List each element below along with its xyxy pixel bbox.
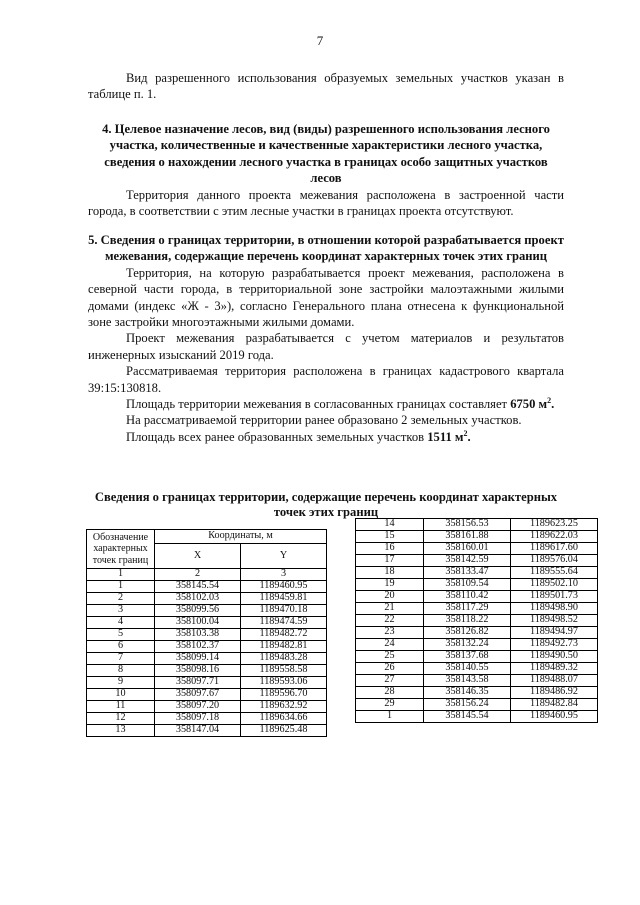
section-4-text: Территория данного проекта межевания расположена в застроенной части города, в соответствии с этим лесные участки в границах проекта отсутствуют. <box>88 187 564 219</box>
point-number-cell: 29 <box>356 699 424 711</box>
column-number-cell: 1 <box>87 569 155 581</box>
y-coordinate-cell: 1189488.07 <box>511 675 598 687</box>
section-4 <box>88 121 564 219</box>
x-coordinate-cell: 358133.47 <box>424 567 511 579</box>
x-coordinate-cell: 358132.24 <box>424 639 511 651</box>
table-row <box>356 615 598 627</box>
x-coordinate-cell: 358137.68 <box>424 651 511 663</box>
y-coordinate-cell: 1189498.90 <box>511 603 598 615</box>
y-coordinate-cell: 1189634.66 <box>241 713 327 725</box>
table-row <box>356 567 598 579</box>
y-coordinate-cell: 1189492.73 <box>511 639 598 651</box>
point-number-cell: 7 <box>87 653 155 665</box>
col-header-y: Y <box>241 544 327 569</box>
y-coordinate-cell: 1189596.70 <box>241 689 327 701</box>
table-row <box>87 677 327 689</box>
x-coordinate-cell: 358097.18 <box>155 713 241 725</box>
x-coordinate-cell: 358117.29 <box>424 603 511 615</box>
x-coordinate-cell: 358145.54 <box>155 581 241 593</box>
x-coordinate-cell: 358098.16 <box>155 665 241 677</box>
y-coordinate-cell: 1189502.10 <box>511 579 598 591</box>
total-area-text: Площадь всех ранее образованных земельных участков <box>126 429 425 444</box>
y-coordinate-cell: 1189558.58 <box>241 665 327 677</box>
x-coordinate-cell: 358102.03 <box>155 593 241 605</box>
x-coordinate-cell: 358160.01 <box>424 543 511 555</box>
point-number-cell: 21 <box>356 603 424 615</box>
point-number-cell: 12 <box>87 713 155 725</box>
point-number-cell: 23 <box>356 627 424 639</box>
table-row <box>87 593 327 605</box>
section-5-paragraph-5: На рассматриваемой территории ранее образовано 2 земельных участков. <box>126 413 522 428</box>
x-coordinate-cell: 358097.67 <box>155 689 241 701</box>
point-number-cell: 24 <box>356 639 424 651</box>
area-text: Площадь территории межевания в согласованных границах составляет <box>126 397 508 412</box>
y-coordinate-cell: 1189617.60 <box>511 543 598 555</box>
section-5 <box>88 232 564 445</box>
table-row <box>356 651 598 663</box>
y-coordinate-cell: 1189486.92 <box>511 687 598 699</box>
table-row <box>356 543 598 555</box>
point-number-cell: 17 <box>356 555 424 567</box>
y-coordinate-cell: 1189555.64 <box>511 567 598 579</box>
y-coordinate-cell: 1189593.06 <box>241 677 327 689</box>
x-coordinate-cell: 358145.54 <box>424 711 511 723</box>
section-4-heading: 4. Целевое назначение лесов, вид (виды) разрешенного использования лесного участка, количественные и качественные характеристики лесного участка, сведения о нахождении лесного участка в границах особо защитных участков лесов <box>102 122 550 186</box>
intro-text: Вид разрешенного использования образуемых земельных участков указан в таблице п. 1. <box>88 71 564 102</box>
table-row <box>87 653 327 665</box>
table-row <box>356 639 598 651</box>
point-number-cell: 19 <box>356 579 424 591</box>
col-header-coordinates: Координаты, м <box>155 530 327 544</box>
point-number-cell: 25 <box>356 651 424 663</box>
y-coordinate-cell: 1189490.50 <box>511 651 598 663</box>
page-number: 7 <box>316 33 324 48</box>
point-number-cell: 8 <box>87 665 155 677</box>
table-row <box>356 675 598 687</box>
x-coordinate-cell: 358147.04 <box>155 725 241 737</box>
y-coordinate-cell: 1189459.81 <box>241 593 327 605</box>
point-number-cell: 27 <box>356 675 424 687</box>
point-number-cell: 28 <box>356 687 424 699</box>
point-number-cell: 13 <box>87 725 155 737</box>
point-number-cell: 6 <box>87 641 155 653</box>
y-coordinate-cell: 1189460.95 <box>241 581 327 593</box>
x-coordinate-cell: 358143.58 <box>424 675 511 687</box>
col-header-x: X <box>155 544 241 569</box>
coordinates-table-right <box>355 518 598 723</box>
table-row <box>87 701 327 713</box>
table-row <box>87 605 327 617</box>
table-title: Сведения о границах территории, содержащие перечень координат характерных точек этих границ <box>94 490 558 519</box>
coordinates-table-left <box>86 529 327 737</box>
x-coordinate-cell: 358103.38 <box>155 629 241 641</box>
x-coordinate-cell: 358142.59 <box>424 555 511 567</box>
y-coordinate-cell: 1189494.97 <box>511 627 598 639</box>
x-coordinate-cell: 358110.42 <box>424 591 511 603</box>
x-coordinate-cell: 358118.22 <box>424 615 511 627</box>
x-coordinate-cell: 358156.24 <box>424 699 511 711</box>
table-row <box>356 687 598 699</box>
x-coordinate-cell: 358146.35 <box>424 687 511 699</box>
table-row <box>356 579 598 591</box>
column-number-cell: 2 <box>155 569 241 581</box>
point-number-cell: 22 <box>356 615 424 627</box>
total-area-value: 1511 м <box>427 429 464 444</box>
y-coordinate-cell: 1189501.73 <box>511 591 598 603</box>
y-coordinate-cell: 1189489.32 <box>511 663 598 675</box>
y-coordinate-cell: 1189470.18 <box>241 605 327 617</box>
table-row <box>87 641 327 653</box>
x-coordinate-cell: 358100.04 <box>155 617 241 629</box>
total-area-unit-sup: 2 <box>463 428 468 438</box>
section-5-heading: 5. Сведения о границах территории, в отношении которой разрабатывается проект межевания, содержащие перечень координат характерных точек этих границ <box>88 233 564 264</box>
x-coordinate-cell: 358126.82 <box>424 627 511 639</box>
point-number-cell: 4 <box>87 617 155 629</box>
y-coordinate-cell: 1189632.92 <box>241 701 327 713</box>
section-5-paragraph-2: Проект межевания разрабатывается с учетом материалов и результатов инженерных изысканий 2019 года. <box>88 331 564 362</box>
table-row <box>356 603 598 615</box>
section-5-paragraph-3: Рассматриваемая территория расположена в границах кадастрового квартала 39:15:130818. <box>88 364 564 395</box>
point-number-cell: 20 <box>356 591 424 603</box>
x-coordinate-cell: 358102.37 <box>155 641 241 653</box>
y-coordinate-cell: 1189498.52 <box>511 615 598 627</box>
table-row <box>356 699 598 711</box>
table-row <box>87 617 327 629</box>
table-row <box>356 663 598 675</box>
point-number-cell: 5 <box>87 629 155 641</box>
section-5-paragraph-1: Территория, на которую разрабатывается проект межевания, расположена в северной части города, в территориальной зоне застройки малоэтажными жилыми домами (индекс «Ж - 3»), согласно Генерального плана отнесена к функциональной зоне застройки многоэтажными жилыми домами. <box>88 265 564 330</box>
x-coordinate-cell: 358099.14 <box>155 653 241 665</box>
column-number-cell: 3 <box>241 569 327 581</box>
point-number-cell: 3 <box>87 605 155 617</box>
point-number-cell: 1 <box>87 581 155 593</box>
section-5-paragraph-4 <box>88 396 564 412</box>
x-coordinate-cell: 358161.88 <box>424 531 511 543</box>
y-coordinate-cell: 1189482.72 <box>241 629 327 641</box>
section-5-paragraph-6 <box>88 429 564 445</box>
x-coordinate-cell: 358109.54 <box>424 579 511 591</box>
point-number-cell: 1 <box>356 711 424 723</box>
table-row <box>87 725 327 737</box>
y-coordinate-cell: 1189483.28 <box>241 653 327 665</box>
intro-paragraph <box>88 70 564 103</box>
point-number-cell: 10 <box>87 689 155 701</box>
table-row <box>87 665 327 677</box>
y-coordinate-cell: 1189623.25 <box>511 519 598 531</box>
y-coordinate-cell: 1189460.95 <box>511 711 598 723</box>
table-row <box>87 581 327 593</box>
table-row <box>356 519 598 531</box>
table-row <box>87 689 327 701</box>
y-coordinate-cell: 1189576.04 <box>511 555 598 567</box>
table-row <box>356 531 598 543</box>
table-row <box>87 713 327 725</box>
point-number-cell: 16 <box>356 543 424 555</box>
point-number-cell: 11 <box>87 701 155 713</box>
y-coordinate-cell: 1189474.59 <box>241 617 327 629</box>
table-row <box>356 591 598 603</box>
y-coordinate-cell: 1189625.48 <box>241 725 327 737</box>
point-number-cell: 2 <box>87 593 155 605</box>
x-coordinate-cell: 358156.53 <box>424 519 511 531</box>
x-coordinate-cell: 358097.71 <box>155 677 241 689</box>
x-coordinate-cell: 358099.56 <box>155 605 241 617</box>
table-row <box>356 627 598 639</box>
table-row <box>356 711 598 723</box>
x-coordinate-cell: 358097.20 <box>155 701 241 713</box>
x-coordinate-cell: 358140.55 <box>424 663 511 675</box>
table-row <box>356 555 598 567</box>
point-number-cell: 18 <box>356 567 424 579</box>
col-header-designation: Обозначение характерных точек границ <box>87 530 155 569</box>
point-number-cell: 14 <box>356 519 424 531</box>
point-number-cell: 9 <box>87 677 155 689</box>
y-coordinate-cell: 1189482.81 <box>241 641 327 653</box>
area-end: . <box>551 397 555 412</box>
point-number-cell: 26 <box>356 663 424 675</box>
y-coordinate-cell: 1189622.03 <box>511 531 598 543</box>
table-row <box>87 629 327 641</box>
area-unit-sup: 2 <box>547 395 552 405</box>
y-coordinate-cell: 1189482.84 <box>511 699 598 711</box>
point-number-cell: 15 <box>356 531 424 543</box>
total-area-end: . <box>467 429 471 444</box>
area-value: 6750 м <box>510 397 548 412</box>
